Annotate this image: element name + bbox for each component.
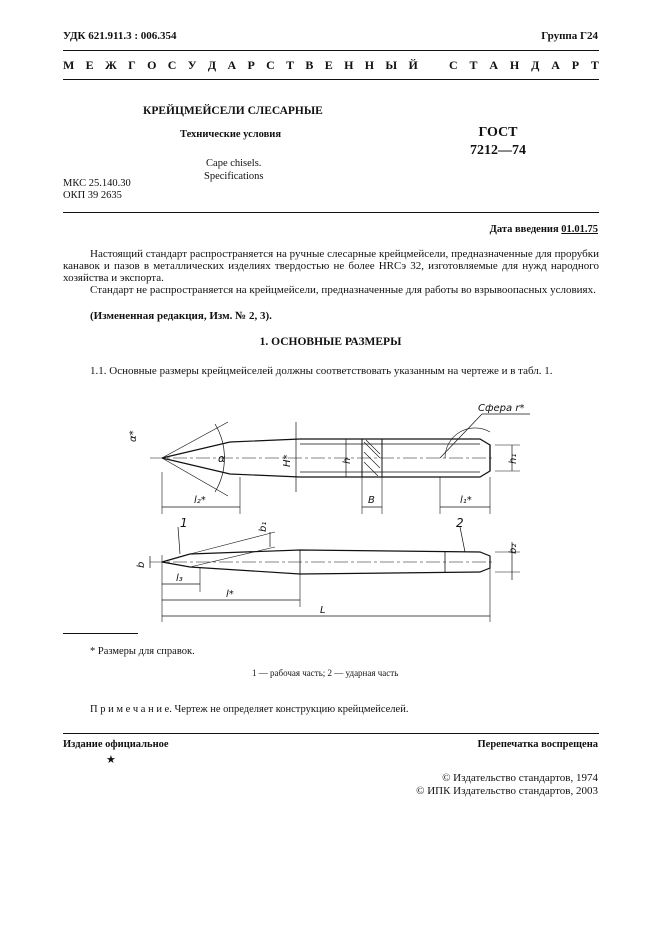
classification-codes — [63, 178, 131, 202]
label-l3: l₃ — [176, 573, 183, 584]
label-l2-star: l₂* — [194, 495, 206, 506]
banner-word-standard — [449, 58, 599, 73]
label-H-star: H* — [282, 454, 293, 467]
exclusion-paragraph — [63, 284, 599, 296]
english-subtitle-line: Specifications — [204, 171, 264, 182]
banner-letter: М — [63, 58, 75, 72]
clause-1-1: 1.1. Основные размеры крейцмейселей должны соответствовать указанным на чертеже и в табл. 1. — [90, 365, 553, 377]
okp-code: ОКП 39 2635 — [63, 190, 122, 201]
banner-letter: Н — [364, 58, 375, 72]
introduction-date — [490, 224, 598, 235]
copyright-block — [416, 772, 598, 798]
banner-letter: Е — [85, 58, 94, 72]
title-block-rule — [63, 212, 599, 213]
banner-letter: А — [489, 58, 499, 72]
scope-paragraph — [63, 248, 599, 284]
label-b: b — [136, 561, 147, 568]
udk-code: УДК 621.911.3 : 006.354 — [63, 30, 177, 42]
banner-letter: Т — [469, 58, 478, 72]
drawing-legend: 1 — рабочая часть; 2 — ударная часть — [252, 668, 399, 678]
label-part-1: 1 — [180, 516, 188, 530]
reprint-prohibited: Перепечатка воспрещена — [477, 739, 598, 750]
amendment-paragraph — [63, 310, 599, 322]
front-view-outline — [162, 439, 490, 477]
banner-letter: Р — [571, 58, 580, 72]
banner-letter: С — [449, 58, 458, 72]
banner-letter: Ы — [385, 58, 398, 72]
banner-letter: С — [167, 58, 177, 72]
official-edition: Издание официальное — [63, 739, 169, 750]
english-title-line: Cape chisels. — [206, 158, 262, 169]
label-b1: b₁ — [258, 521, 269, 532]
amendment-text: (Измененная редакция, Изм. № 2, 3). — [90, 310, 272, 322]
banner-letter: У — [187, 58, 197, 72]
mks-code: МКС 25.140.30 — [63, 178, 131, 189]
banner-letter: Н — [509, 58, 520, 72]
note: П р и м е ч а н и е. Чертеж не определяет конструкцию крейцмейселей. — [90, 704, 409, 715]
footer-rule — [63, 733, 599, 734]
gost-label: ГОСТ — [478, 125, 518, 140]
banner-letter: Д — [531, 58, 540, 72]
banner-letter: Ж — [104, 58, 117, 72]
label-sphere: Сфера r* — [478, 403, 525, 414]
english-title — [204, 157, 263, 183]
label-part-2: 2 — [456, 516, 464, 530]
banner-word-interstate — [63, 58, 418, 73]
banner-letter: В — [305, 58, 314, 72]
banner-letter: Й — [408, 58, 418, 72]
banner-letter: Т — [286, 58, 295, 72]
label-B: B — [368, 495, 375, 506]
copyright-2003: © ИПК Издательство стандартов, 2003 — [416, 785, 598, 797]
banner-letter: А — [227, 58, 237, 72]
banner-letter: А — [551, 58, 560, 72]
banner-letter: О — [147, 58, 157, 72]
gost-designation — [470, 124, 526, 160]
banner-letter: Е — [324, 58, 333, 72]
document-subtitle: Технические условия — [180, 129, 282, 140]
document-title: КРЕЙЦМЕЙСЕЛИ СЛЕСАРНЫЕ — [143, 105, 323, 117]
label-L: L — [320, 605, 326, 616]
exclusion-text: Стандарт не распространяется на крейцмейсели, предназначенные для работы во взрывоопасных условиях. — [90, 284, 596, 296]
banner-rule — [63, 79, 599, 80]
label-l-star: l* — [226, 589, 234, 600]
footnote-rule — [63, 633, 138, 634]
copyright-1974: © Издательство стандартов, 1974 — [442, 772, 598, 784]
date-label: Дата введения — [489, 224, 559, 235]
section-title: 1. ОСНОВНЫЕ РАЗМЕРЫ — [259, 336, 402, 348]
banner-letter: Д — [207, 58, 217, 72]
top-rule — [63, 50, 599, 51]
label-alpha-star: α* — [128, 430, 139, 442]
star-mark: ★ — [106, 754, 116, 766]
standard-banner — [63, 58, 599, 73]
scope-text: Настоящий стандарт распространяется на ручные слесарные крейцмейсели, предназначенные для прорубки канавок и пазов в металлических изделиях твердостью не более HRCэ 32, изготовляемые для нужд народного хозяйства и экспорта. — [63, 248, 599, 284]
footnote: * Размеры для справок. — [90, 646, 195, 657]
label-alpha: α — [218, 452, 226, 465]
date-value: 01.01.75 — [561, 224, 598, 235]
banner-letter: Р — [247, 58, 255, 72]
gost-number: 7212—74 — [470, 143, 526, 158]
label-h: h — [342, 457, 353, 464]
chisel-drawing — [100, 392, 540, 627]
banner-letter: Н — [344, 58, 354, 72]
banner-letter: Г — [128, 58, 136, 72]
label-b2: b₂ — [508, 543, 519, 554]
banner-letter: Т — [590, 58, 599, 72]
label-l1-star: l₁* — [460, 495, 472, 506]
label-h1: h₁ — [508, 453, 519, 464]
group-code: Группа Г24 — [541, 30, 598, 42]
banner-letter: С — [266, 58, 275, 72]
